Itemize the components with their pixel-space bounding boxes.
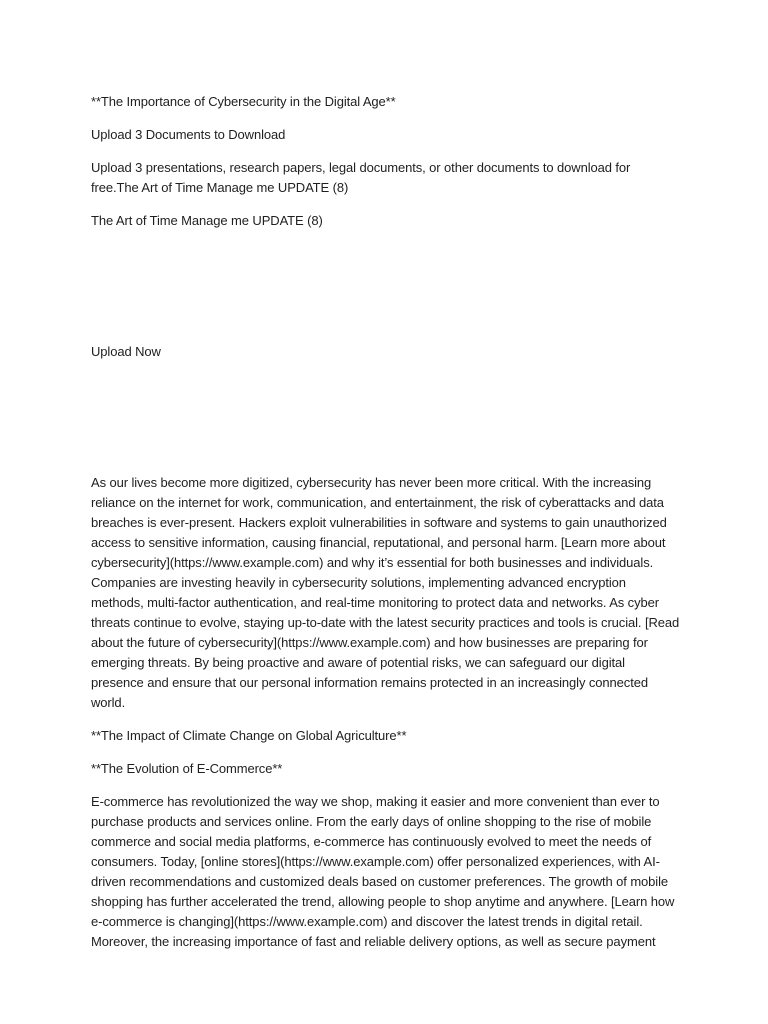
document-content: [91, 92, 681, 965]
heading-climate-change: **The Impact of Climate Change on Global Agriculture**: [91, 728, 407, 743]
cybersecurity-paragraph: As our lives become more digitized, cybersecurity has never been more critical. With the increasing reliance on the internet for work, communication, and entertainment, the risk of cyberattacks and data breaches is ever-present. Hackers exploit vulnerabilities in software and systems to gain unauthorized access to sensitive information, causing financial, reputational, and personal harm. [Learn more about cybersecurity](https://www.example.com) and why it’s essential for both businesses and individuals. Companies are investing heavily in cybersecurity solutions, implementing advanced encryption methods, multi-factor authentication, and real-time monitoring to protect data and networks. As cyber threats continue to evolve, staying up-to-date with the latest security practices and tools is crucial. [Read about the future of cybersecurity](https://www.example.com) and how businesses are preparing for emerging threats. By being proactive and aware of potential risks, we can safeguard our digital presence and ensure that our personal information remains protected in an increasingly connected world.: [91, 475, 680, 710]
upload-description: Upload 3 presentations, research papers, legal documents, or other documents to download for free.The Art of Time Manage me UPDATE (8): [91, 160, 631, 195]
upload-now-text: Upload Now: [91, 344, 161, 359]
heading-ecommerce: **The Evolution of E-Commerce**: [91, 761, 283, 776]
heading-cybersecurity: **The Importance of Cybersecurity in the Digital Age**: [91, 94, 396, 109]
ecommerce-paragraph: E-commerce has revolutionized the way we shop, making it easier and more convenient than ever to purchase products and services online. From the early days of online shopping to the rise of mobile commerce and social media platforms, e-commerce has continuously evolved to meet the needs of consumers. Today, [online stores](https://www.example.com) offer personalized experiences, with AI-driven recommendations and customized deals based on customer preferences. The growth of mobile shopping has further accelerated the trend, allowing people to shop anytime and anywhere. [Learn how e-commerce is changing](https://www.example.com) and discover the latest trends in digital retail. Moreover, the increasing importance of fast and reliable delivery options, as well as secure payment: [91, 794, 675, 949]
upload-heading: Upload 3 Documents to Download: [91, 127, 286, 142]
art-title: The Art of Time Manage me UPDATE (8): [91, 213, 323, 228]
